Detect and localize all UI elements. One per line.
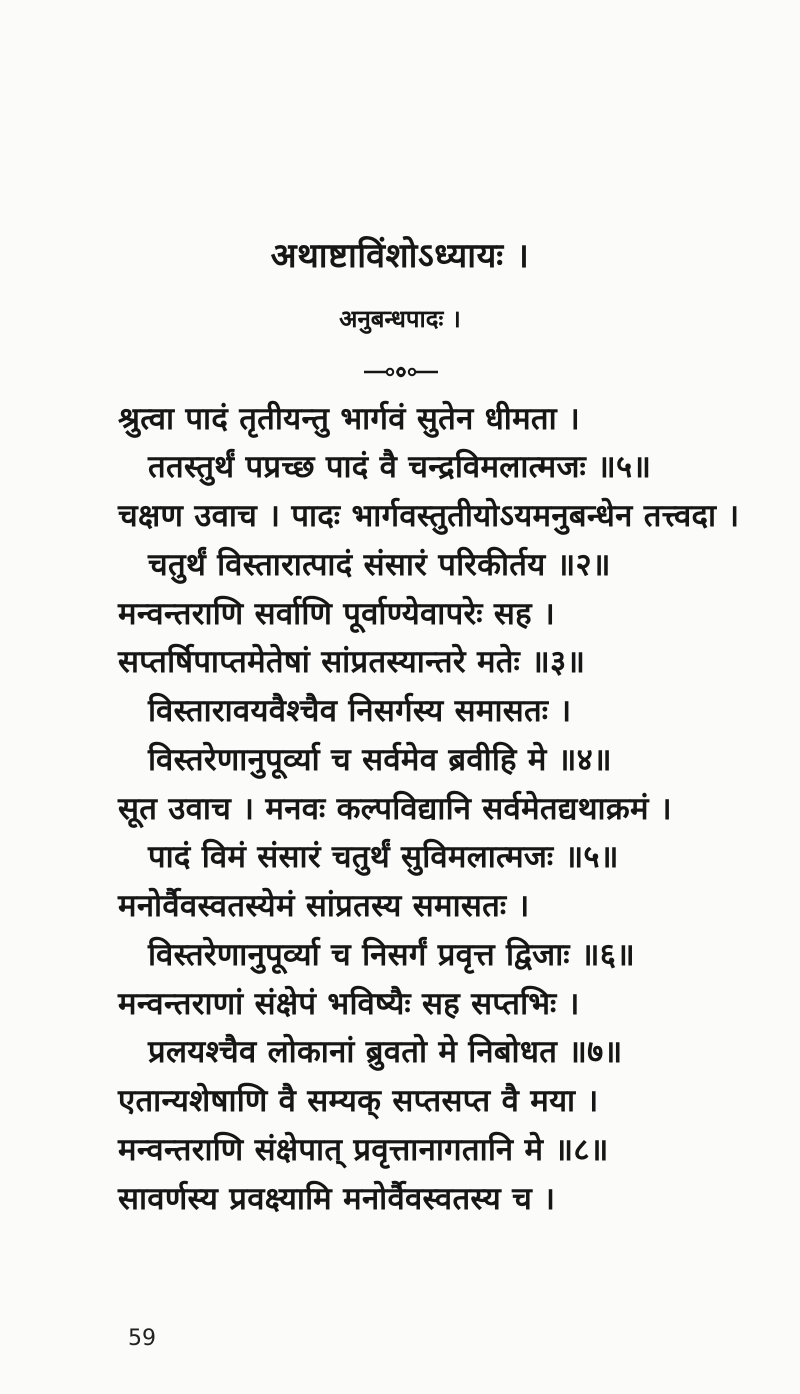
verse-line-1: श्रुत्वा पादं तृतीयन्तु भार्गवं सुतेन धीमता । [118,401,581,437]
verse-line-7: विस्तारावयवैश्चैव निसर्गस्य समासतः । [148,693,572,729]
ornament-divider-icon [362,362,440,382]
verse-line-6: सप्तर्षिपाप्तमेतेषां सांप्रतस्यान्तरे मतेः ॥३॥ [118,644,586,680]
verse-line-12: विस्तरेणानुपूर्व्या च निसर्गं प्रवृत्त द्विजाः ॥६॥ [148,937,636,973]
verse-line-11: मनोर्वैवस्वतस्येमं सांप्रतस्य समासतः । [118,888,530,924]
verse-line-17: सावर्णस्य प्रवक्ष्यामि मनोर्वैवस्वतस्य च । [118,1181,556,1217]
verse-line-3: चक्षण उवाच । पादः भार्गवस्तुतीयोऽयमनुबन्धेन तत्त्वदा । [118,498,740,534]
verse-line-14: प्रलयश्चैव लोकानां ब्रुवतो मे निबोधत ॥७॥ [148,1034,623,1070]
verse-line-9: सूत उवाच । मनवः कल्पविद्यानि सर्वमेतद्यथाक्रमं । [118,791,672,827]
verse-line-15: एतान्यशेषाणि वै सम्यक् सप्तसप्त वै मया । [118,1083,599,1119]
verse-line-13: मन्वन्तराणां संक्षेपं भविष्यैः सह सप्तभिः । [118,986,580,1022]
verse-line-16: मन्वन्तराणि संक्षेपात् प्रवृत्तानागतानि मे ॥८॥ [118,1132,609,1168]
verse-line-8: विस्तरेणानुपूर्व्या च सर्वमेव ब्रवीहि मे ॥४॥ [148,742,612,778]
page-number: 59 [128,1326,156,1351]
chapter-subtitle: अनुबन्धपादः । [339,304,461,333]
verse-line-5: मन्वन्तराणि सर्वाणि पूर्वाण्येवापरेः सह । [118,596,556,632]
verse-line-2: ततस्तुर्थं पप्रच्छ पादं वै चन्द्रविमलात्मजः ॥५॥ [148,449,652,485]
verse-line-4: चतुर्थं विस्तारात्पादं संसारं परिकीर्तय ॥२॥ [148,547,611,583]
chapter-title: अथाष्टाविंशोऽध्यायः । [270,236,530,276]
verse-line-10: पादं विमं संसारं चतुर्थं सुविमलात्मजः ॥५॥ [148,839,619,875]
